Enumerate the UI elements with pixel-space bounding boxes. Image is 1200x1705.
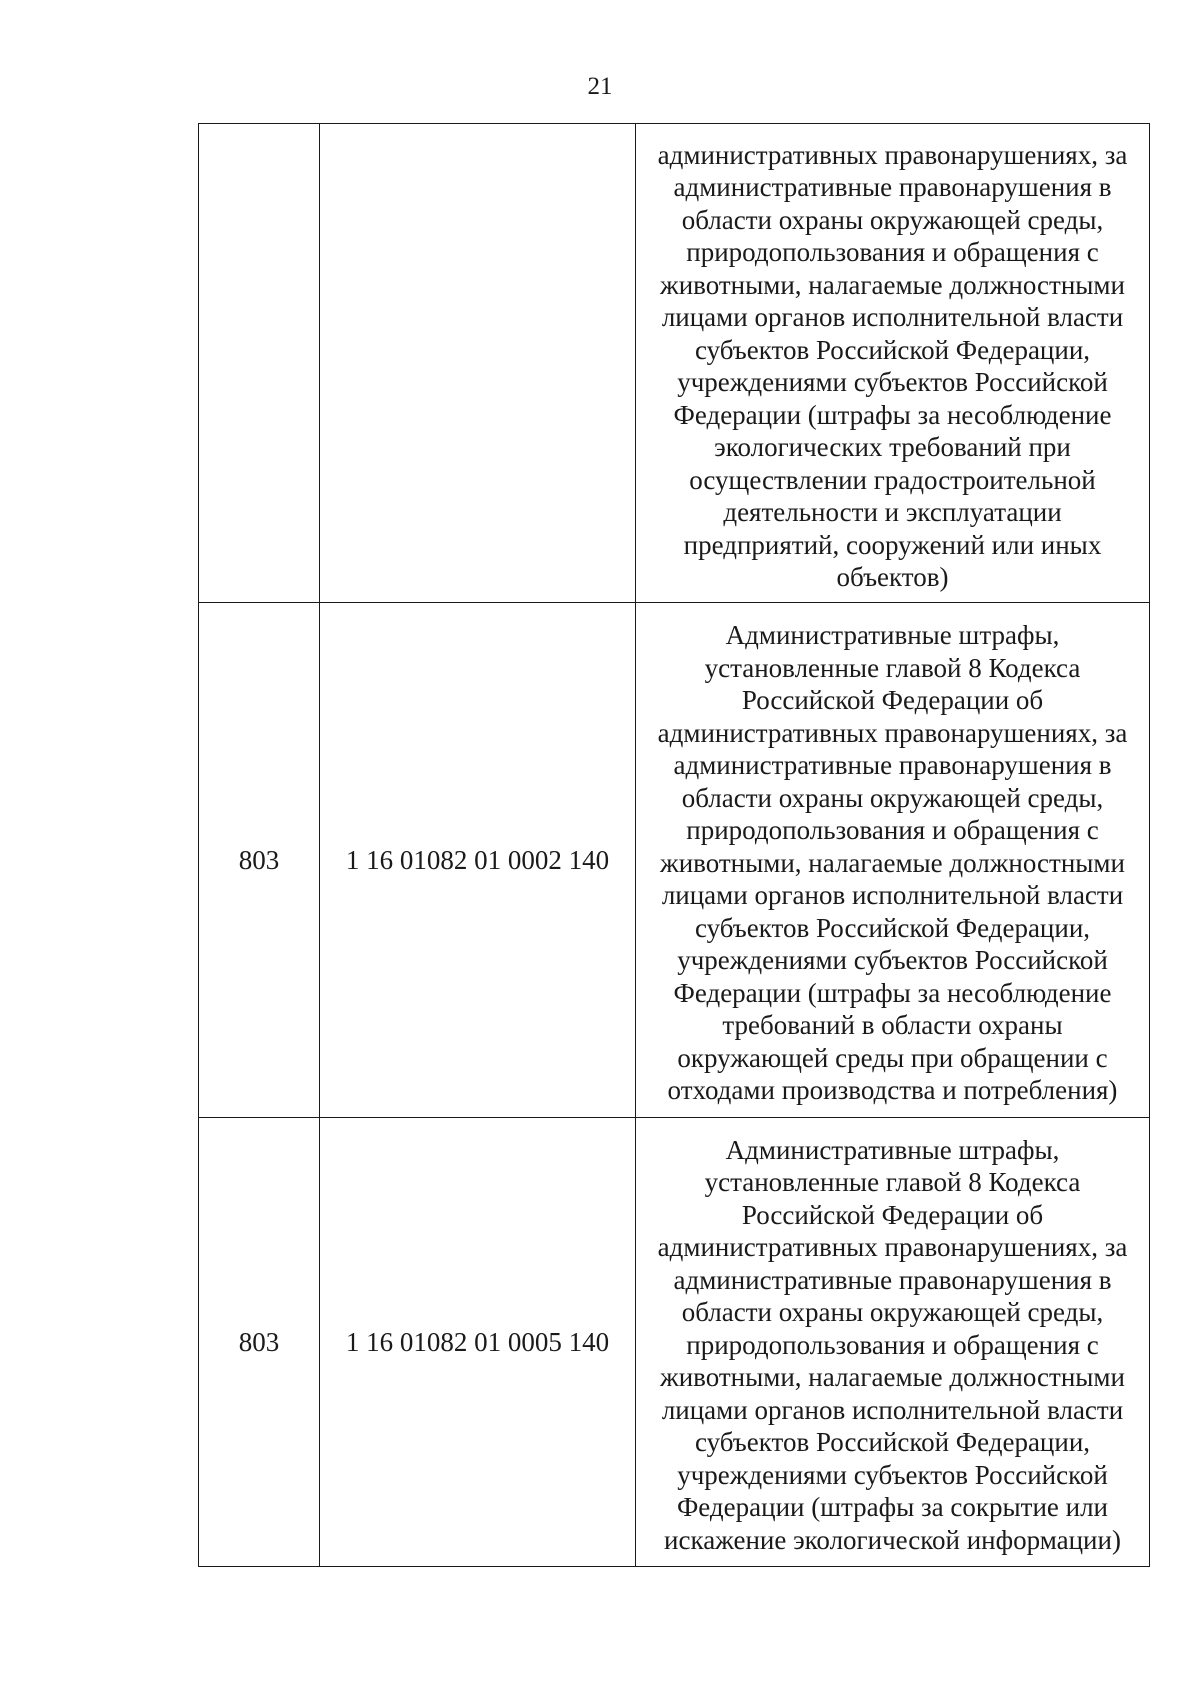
revenue-code-cell	[320, 124, 636, 603]
description-text: административных правонарушениях, за административные правонарушения в области охраны окружающей среды, природопользования и обращения с животными, налагаемые должностными лицами органов исполнительной власти субъектов Российской Федерации, учреждениями субъектов Российской Федерации (штрафы за несоблюдение экологических требований при осуществлении градостроительной деятельности и эксплуатации предприятий, сооружений или иных объектов)	[657, 139, 1128, 592]
page-number: 21	[587, 73, 613, 100]
admin-code-cell: 803	[199, 1117, 320, 1567]
table-row	[199, 603, 1150, 1118]
description-text: Административные штрафы, установленные главой 8 Кодекса Российской Федерации об административных правонарушениях, за административные правонарушения в области охраны окружающей среды, природопользования и обращения с животными, налагаемые должностными лицами органов исполнительной власти субъектов Российской Федерации, учреждениями субъектов Российской Федерации (штрафы за сокрытие или искажение экологической информации)	[657, 1134, 1128, 1555]
description-cell	[636, 124, 1150, 603]
table-row	[199, 1117, 1150, 1567]
revenue-codes-table	[198, 123, 1150, 1567]
admin-code-cell	[199, 124, 320, 603]
admin-code-cell: 803	[199, 603, 320, 1118]
description-text: Административные штрафы, установленные главой 8 Кодекса Российской Федерации об административных правонарушениях, за административные правонарушения в области охраны окружающей среды, природопользования и обращения с животными, налагаемые должностными лицами органов исполнительной власти субъектов Российской Федерации, учреждениями субъектов Российской Федерации (штрафы за несоблюдение требований в области охраны окружающей среды при обращении с отходами производства и потребления)	[657, 620, 1128, 1105]
description-cell	[636, 1117, 1150, 1567]
table-row	[199, 124, 1150, 603]
revenue-code-cell: 1 16 01082 01 0002 140	[320, 603, 636, 1118]
description-cell	[636, 603, 1150, 1118]
revenue-code-cell: 1 16 01082 01 0005 140	[320, 1117, 636, 1567]
